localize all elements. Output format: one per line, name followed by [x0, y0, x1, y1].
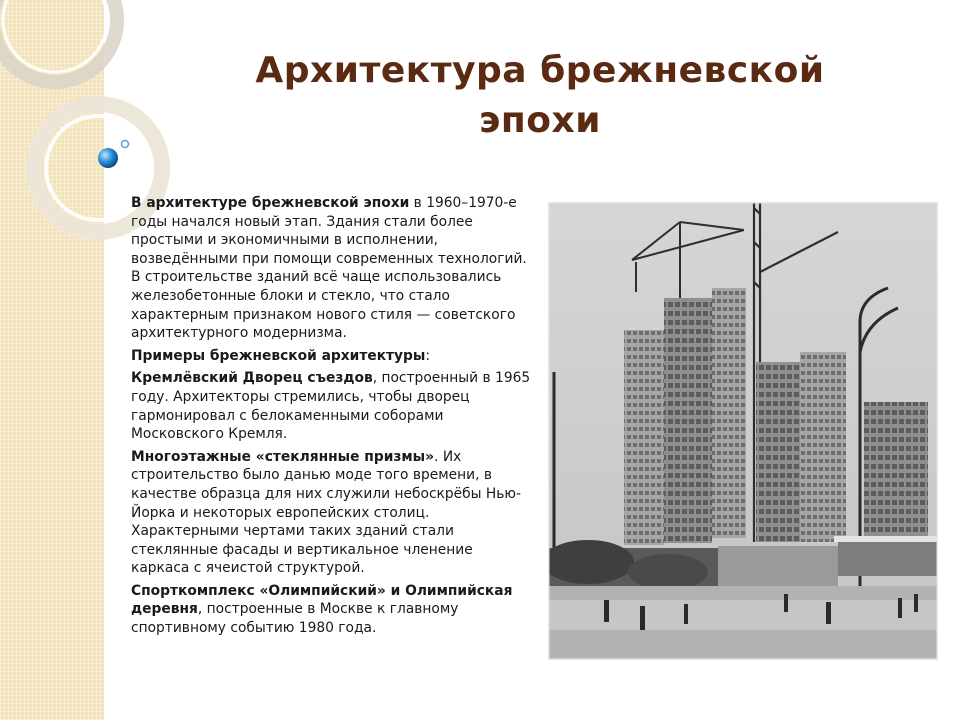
- title-line-2: эпохи: [479, 100, 601, 141]
- paragraph-bold: Кремлёвский Дворец съездов: [131, 370, 373, 387]
- title-line-1: Архитектура брежневской: [255, 50, 825, 91]
- blue-ball-icon: [98, 148, 118, 168]
- soviet-high-rise-photo: [548, 202, 938, 660]
- body-text: [131, 194, 533, 642]
- paragraph-bold: Спорткомплекс «Олимпийский» и Олимпийская деревня: [131, 582, 513, 618]
- paragraph-text: , построенные в Москве к главному спортивному событию 1980 года.: [131, 601, 459, 637]
- paragraph-kremlin-palace: [131, 369, 533, 443]
- paragraph-intro: [131, 194, 533, 343]
- paragraph-text: в 1960–1970-е годы начался новый этап. Здания стали более простыми и экономичными в исполнении, возведёнными при помощи современных технологий. В строительстве зданий всё чаще использовались железобетонные блоки и стекло, что стало характерным признаком нового стиля — советского архитектурного модернизма.: [131, 195, 527, 342]
- paragraph-text: , построенный в 1965 году. Архитекторы стремились, чтобы дворец гармонировал с белокаменными соборами Московского Кремля.: [131, 370, 531, 443]
- slide-title: [160, 46, 920, 146]
- paragraph-text: . Их строительство было данью моде того времени, в качестве образца для них служили небоскрёбы Нью-Йорка и некоторых европейских столиц. Характерными чертами таких зданий стали стеклянные фасады и вертикальное членение каркаса с ячеистой структурой.: [131, 448, 522, 577]
- paragraph-bold: В архитектуре брежневской эпохи: [131, 195, 410, 211]
- paragraph-bold: Примеры брежневской архитектуры: [131, 347, 426, 364]
- paragraph-examples-heading: [131, 347, 533, 366]
- paragraph-text: :: [425, 347, 431, 364]
- paragraph-glass-prisms: [131, 448, 533, 578]
- paragraph-olympic: [131, 582, 533, 638]
- paragraph-bold: Многоэтажные «стеклянные призмы»: [131, 448, 435, 465]
